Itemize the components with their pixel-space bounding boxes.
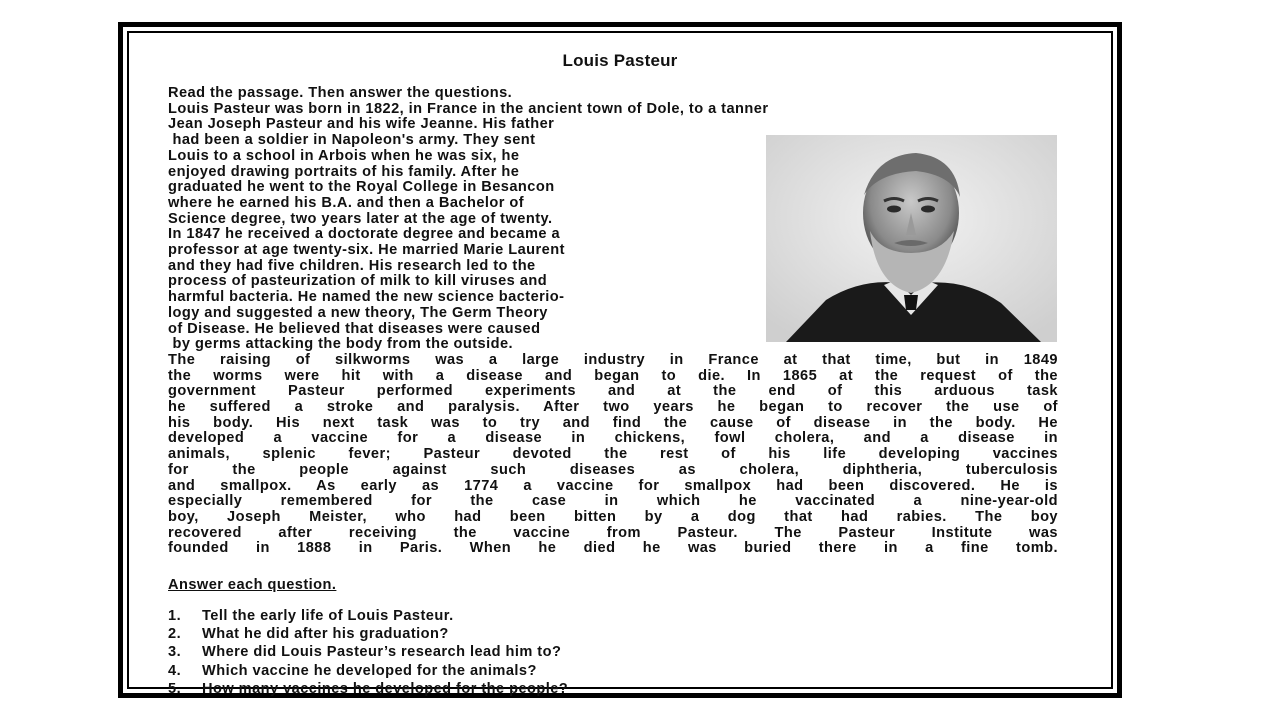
answer-heading: Answer each question. — [168, 577, 337, 593]
passage-line: Louis to a school in Arbois when he was six, he — [168, 147, 520, 164]
question-text: Where did Louis Pasteur’s research lead him to? — [202, 644, 562, 661]
passage-line: where he earned his B.A. and then a Bachelor of — [168, 194, 525, 211]
passage-line: he suffered a stroke and paralysis. After two years he began to recover the use of — [168, 399, 1058, 416]
passage-line: Louis Pasteur was born in 1822, in France in the ancient town of Dole, to a tanner — [168, 100, 769, 117]
passage-line: by germs attacking the body from the outside. — [168, 336, 514, 353]
passage-line: animals, splenic fever; Pasteur devoted the rest of his life developing vaccines — [168, 446, 1058, 463]
question-item — [168, 607, 568, 625]
question-number: 2. — [168, 626, 182, 643]
passage-line: recovered after receiving the vaccine from Pasteur. The Pasteur Institute was — [168, 524, 1058, 541]
passage-line: of Disease. He believed that diseases were caused — [168, 320, 541, 337]
passage-line: graduated he went to the Royal College in Besancon — [168, 179, 555, 196]
passage-line: had been a soldier in Napoleon's army. They sent — [168, 132, 536, 149]
passage-line: and they had five children. His research led to the — [168, 257, 536, 274]
question-text: How many vaccines he developed for the people? — [202, 680, 569, 697]
instruction: Read the passage. Then answer the questions. — [168, 85, 513, 101]
passage-line: especially remembered for the case in which he vaccinated a nine-year-old — [168, 493, 1058, 510]
passage-line: his body. His next task was to try and find the cause of disease in the body. He — [168, 414, 1058, 431]
passage-line: Jean Joseph Pasteur and his wife Jeanne. His father — [168, 116, 555, 133]
passage-line: professor at age twenty-six. He married Marie Laurent — [168, 242, 565, 259]
passage-line: process of pasteurization of milk to kill viruses and — [168, 273, 548, 290]
passage-line: developed a vaccine for a disease in chickens, fowl cholera, and a disease in — [168, 430, 1058, 447]
passage-line: harmful bacteria. He named the new science bacterio- — [168, 289, 565, 306]
passage-line: In 1847 he received a doctorate degree and became a — [168, 226, 561, 243]
question-number: 3. — [168, 644, 182, 661]
passage-line: enjoyed drawing portraits of his family. After he — [168, 163, 520, 180]
portrait-photo — [766, 135, 1057, 342]
question-item — [168, 625, 568, 643]
question-text: Which vaccine he developed for the animals? — [202, 662, 537, 679]
question-item — [168, 662, 568, 680]
question-number: 4. — [168, 662, 182, 679]
question-list — [168, 607, 568, 698]
passage-line: for the people against such diseases as cholera, diphtheria, tuberculosis — [168, 461, 1058, 478]
passage-line: Science degree, two years later at the age of twenty. — [168, 210, 553, 227]
passage-line: logy and suggested a new theory, The Germ Theory — [168, 304, 548, 321]
question-number: 1. — [168, 608, 182, 624]
question-text: Tell the early life of Louis Pasteur. — [202, 608, 454, 624]
question-item — [168, 680, 568, 698]
document-frame — [118, 22, 1122, 698]
passage-line: founded in 1888 in Paris. When he died he was buried there in a fine tomb. — [168, 540, 1058, 557]
question-number: 5. — [168, 680, 182, 697]
passage-line: government Pasteur performed experiments and at the end of this arduous task — [168, 383, 1058, 400]
question-text: What he did after his graduation? — [202, 626, 449, 643]
passage-line: boy, Joseph Meister, who had been bitten by a dog that had rabies. The boy — [168, 508, 1058, 525]
document-inner-border — [127, 31, 1113, 697]
passage-line: and smallpox. As early as 1774 a vaccine for smallpox had been discovered. He is — [168, 477, 1058, 494]
passage-line: The raising of silkworms was a large industry in France at that time, but in 1849 — [168, 351, 1058, 368]
question-item — [168, 643, 568, 661]
passage-line: the worms were hit with a disease and began to die. In 1865 at the request of the — [168, 367, 1058, 384]
document-title: Louis Pasteur — [562, 51, 678, 70]
